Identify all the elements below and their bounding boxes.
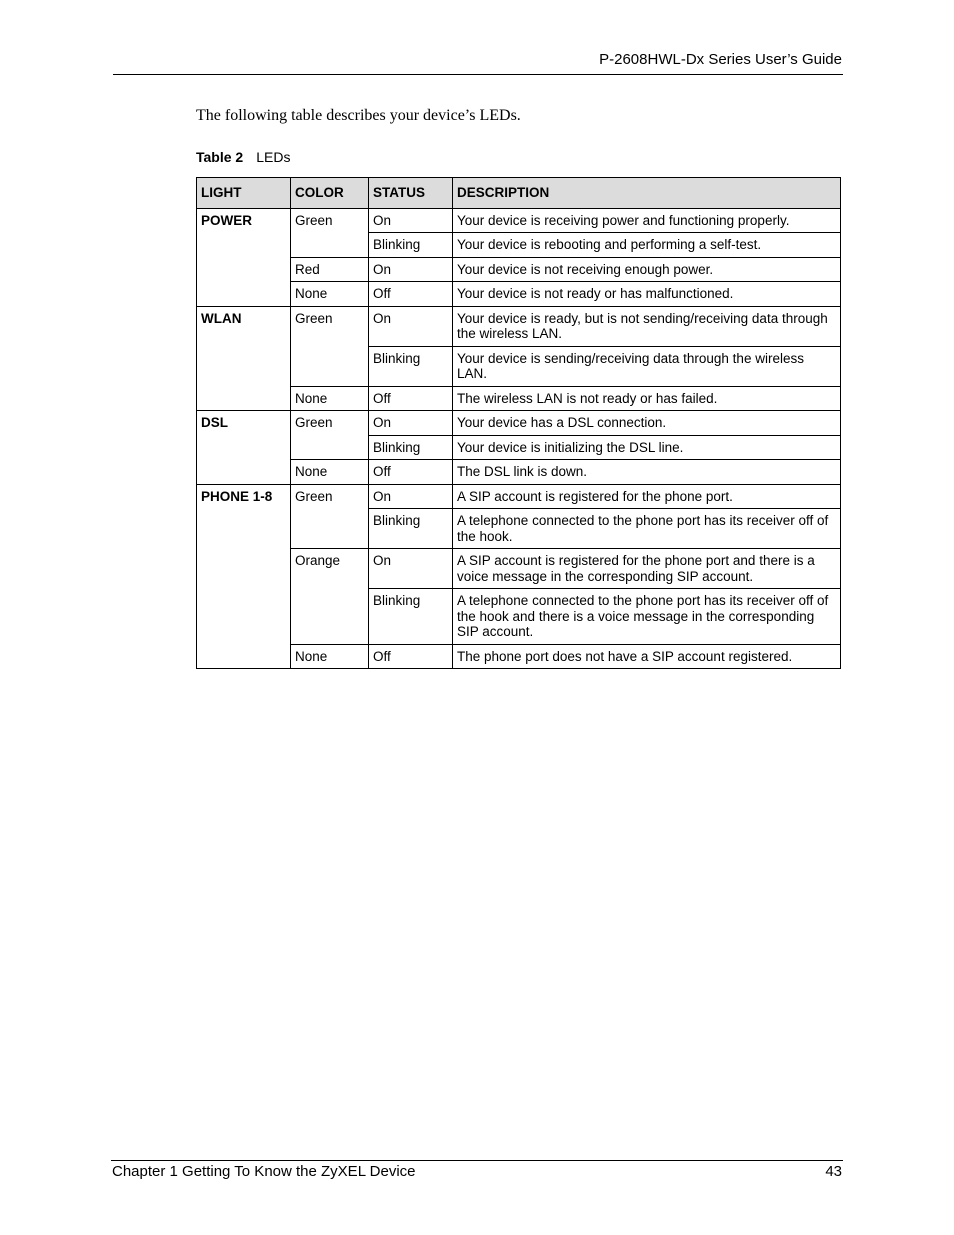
color-cell: None (291, 460, 369, 485)
light-cell: PHONE 1-8 (197, 484, 291, 669)
table-row (197, 208, 841, 233)
status-cell: On (369, 411, 453, 436)
description-cell: The DSL link is down. (453, 460, 841, 485)
table-row (197, 460, 841, 485)
table-row (197, 257, 841, 282)
description-cell: A SIP account is registered for the phone port and there is a voice message in the corresponding SIP account. (453, 549, 841, 589)
header-status: STATUS (369, 178, 453, 209)
status-cell: Blinking (369, 346, 453, 386)
status-cell: Off (369, 282, 453, 307)
status-cell: On (369, 484, 453, 509)
color-cell: None (291, 282, 369, 307)
chapter-title: Chapter 1 Getting To Know the ZyXEL Device (112, 1163, 416, 1180)
light-cell: DSL (197, 411, 291, 485)
table-caption-title: LEDs (256, 149, 291, 165)
leds-table (196, 177, 841, 669)
header-light: LIGHT (197, 178, 291, 209)
table-row (197, 411, 841, 436)
status-cell: Off (369, 386, 453, 411)
color-cell: None (291, 386, 369, 411)
description-cell: Your device is ready, but is not sending/receiving data through the wireless LAN. (453, 306, 841, 346)
table-header-row (197, 178, 841, 209)
status-cell: Blinking (369, 509, 453, 549)
status-cell: Blinking (369, 233, 453, 258)
table-caption-label: Table 2 (196, 149, 244, 165)
status-cell: Off (369, 460, 453, 485)
color-cell: Green (291, 306, 369, 386)
color-cell: Green (291, 411, 369, 460)
description-cell: A SIP account is registered for the phone port. (453, 484, 841, 509)
page-footer (111, 1160, 843, 1185)
status-cell: On (369, 306, 453, 346)
status-cell: Blinking (369, 589, 453, 645)
description-cell: The wireless LAN is not ready or has failed. (453, 386, 841, 411)
color-cell: Green (291, 208, 369, 257)
status-cell: Off (369, 644, 453, 669)
light-cell: WLAN (197, 306, 291, 411)
description-cell: Your device is initializing the DSL line. (453, 435, 841, 460)
table-caption (196, 149, 290, 165)
description-cell: Your device is receiving power and functioning properly. (453, 208, 841, 233)
description-cell: A telephone connected to the phone port has its receiver off of the hook. (453, 509, 841, 549)
description-cell: A telephone connected to the phone port has its receiver off of the hook and there is a voice message in the corresponding SIP account. (453, 589, 841, 645)
page-header (113, 50, 843, 75)
description-cell: Your device is rebooting and performing a self-test. (453, 233, 841, 258)
light-cell: POWER (197, 208, 291, 306)
table-row (197, 386, 841, 411)
table-row (197, 484, 841, 509)
status-cell: On (369, 549, 453, 589)
page-number: 43 (825, 1163, 842, 1180)
table-row (197, 282, 841, 307)
color-cell: Orange (291, 549, 369, 645)
description-cell: Your device is not receiving enough power. (453, 257, 841, 282)
color-cell: Green (291, 484, 369, 549)
description-cell: Your device is sending/receiving data through the wireless LAN. (453, 346, 841, 386)
description-cell: The phone port does not have a SIP account registered. (453, 644, 841, 669)
header-description: DESCRIPTION (453, 178, 841, 209)
status-cell: Blinking (369, 435, 453, 460)
status-cell: On (369, 208, 453, 233)
table-row (197, 644, 841, 669)
color-cell: Red (291, 257, 369, 282)
intro-paragraph: The following table describes your device’s LEDs. (196, 107, 521, 124)
document-title: P-2608HWL-Dx Series User’s Guide (599, 51, 842, 68)
status-cell: On (369, 257, 453, 282)
description-cell: Your device is not ready or has malfunctioned. (453, 282, 841, 307)
color-cell: None (291, 644, 369, 669)
table-row (197, 549, 841, 589)
header-color: COLOR (291, 178, 369, 209)
description-cell: Your device has a DSL connection. (453, 411, 841, 436)
table-row (197, 306, 841, 346)
